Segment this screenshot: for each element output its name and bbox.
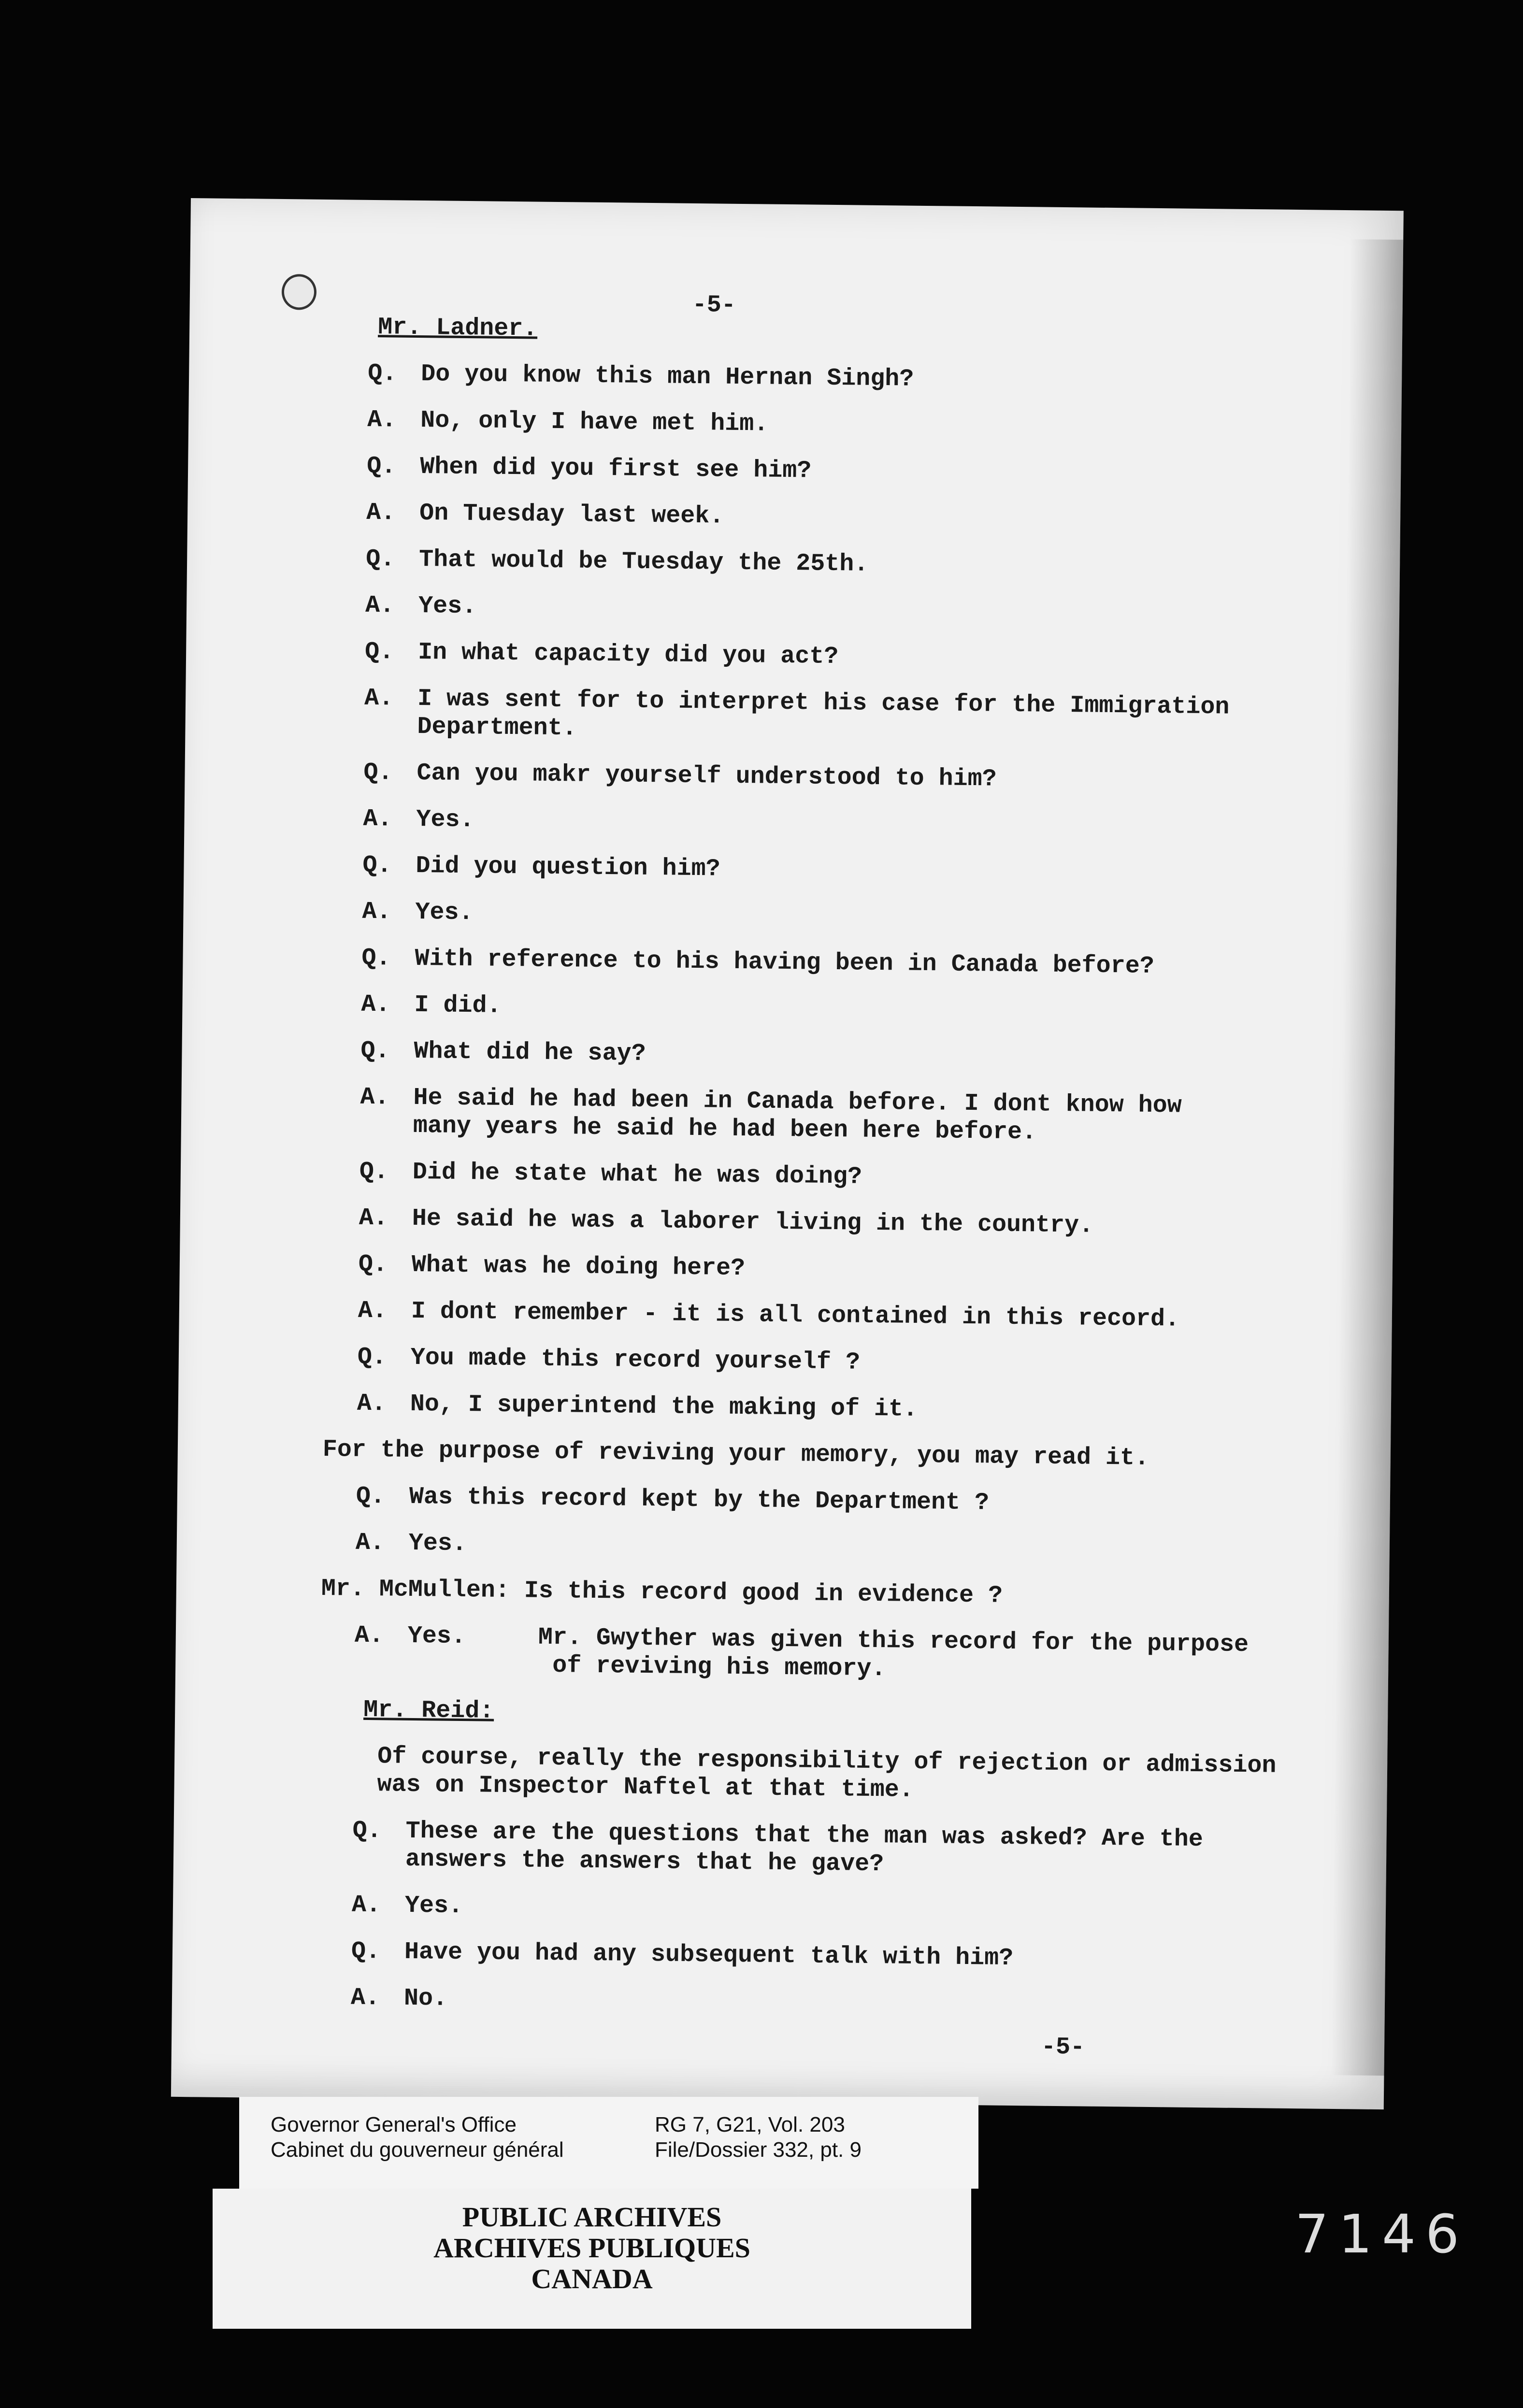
question-marker: Q. (357, 1343, 387, 1372)
question-text: What did he say? (414, 1037, 646, 1068)
stamp-line-1: PUBLIC ARCHIVES (462, 2201, 722, 2233)
answer-marker: A. (355, 1529, 385, 1557)
answer-marker: A. (367, 406, 397, 434)
question-text: Was this record kept by the Department ? (409, 1483, 990, 1517)
speaker-heading: Mr. Ladner. (377, 314, 538, 343)
answer-marker: A. (362, 898, 391, 926)
question-marker: Q. (363, 759, 393, 787)
office-en: Governor General's Office (271, 2113, 517, 2136)
answer-text: Yes. (408, 1529, 467, 1558)
answer-marker: A. (360, 1083, 389, 1112)
question-text: Do you know this man Hernan Singh? (420, 360, 914, 393)
answer-text: I was sent for to interpret his case for the Immigration Department. (417, 685, 1230, 743)
answer-text: Yes. (418, 592, 477, 621)
question-text: When did you first see him? (419, 453, 812, 485)
stamp-line-3: CANADA (531, 2263, 653, 2294)
question-text: These are the questions that the man was asked? Are the answers the answers that he gave? (405, 1817, 1204, 1878)
answer-marker: A. (354, 1621, 384, 1650)
answer-text: I dont remember - it is all contained in this record. (411, 1297, 1180, 1333)
answer-text: Yes. (416, 805, 474, 834)
answer-text: On Tuesday last week. (419, 499, 724, 530)
question-marker: Q. (351, 1937, 381, 1966)
question-marker: Q. (365, 545, 395, 573)
answer-text: No, only I have met him. (420, 407, 769, 438)
speaker-heading: Mr. Reid: (363, 1696, 494, 1725)
answer-text: No. (403, 1984, 448, 2013)
answer-text: Yes. Mr. Gwyther was given this record for the purpose of reviving his memory. (407, 1622, 1249, 1683)
answer-marker: A. (350, 1984, 380, 2012)
file-number: File/Dossier 332, pt. 9 (655, 2138, 862, 2162)
answer-text: He said he was a laborer living in the country. (412, 1204, 1094, 1240)
transcript (191, 198, 1404, 2013)
question-text: You made this record yourself ? (410, 1344, 861, 1376)
answer-marker: A. (359, 1204, 388, 1233)
question-marker: Q. (362, 851, 392, 880)
question-text: In what capacity did you act? (417, 638, 839, 671)
answer-text: No, I superintend the making of it. (410, 1390, 918, 1423)
question-marker: Q. (359, 1158, 389, 1186)
frame-number: 7146 (1295, 2203, 1469, 2265)
question-text: Did he state what he was doing? (412, 1158, 862, 1191)
question-marker: Q. (361, 944, 391, 973)
question-marker: Q. (360, 1037, 390, 1065)
question-text: Did you question him? (416, 852, 720, 883)
archive-label-reference (655, 2112, 862, 2163)
answer-marker: A. (365, 591, 395, 620)
question-marker: Q. (352, 1817, 382, 1845)
answer-marker: A. (366, 499, 396, 527)
question-marker: Q. (366, 452, 396, 481)
question-text: Can you makr yourself understood to him? (417, 759, 997, 793)
answer-text: He said he had been in Canada before. I dont know how many years he said he had been here before. (413, 1084, 1182, 1147)
answer-marker: A. (364, 684, 394, 713)
archive-label (239, 2097, 978, 2189)
question-text: That would be Tuesday the 25th. (418, 545, 869, 578)
question-marker: Q. (358, 1250, 388, 1279)
record-group: RG 7, G21, Vol. 203 (655, 2113, 845, 2136)
question-text: With reference to his having been in Canada before? (415, 945, 1155, 980)
question-marker: Q. (356, 1482, 386, 1511)
page-number-bottom: -5- (1041, 2033, 1085, 2062)
question-text: Have you had any subsequent talk with him? (404, 1938, 1014, 1973)
office-fr: Cabinet du gouverneur général (271, 2138, 564, 2162)
answer-marker: A. (361, 990, 390, 1019)
question-marker: Q. (364, 638, 394, 666)
answer-marker: A. (358, 1297, 388, 1325)
transcript-paragraph: Of course, really the responsibility of rejection or admission was on Inspector Naftel at that time. (377, 1743, 1277, 1804)
transcript-line: Mr. McMullen: Is this record good in evidence ? (321, 1575, 1003, 1610)
answer-text: Yes. (415, 898, 474, 927)
archive-label-office (271, 2112, 564, 2163)
transcript-line: For the purpose of reviving your memory, you may read it. (322, 1436, 1149, 1472)
punch-hole (282, 274, 317, 310)
page-number-top: -5- (692, 291, 736, 319)
answer-text: I did. (414, 991, 502, 1020)
question-text: What was he doing here? (411, 1251, 746, 1283)
document-page (171, 198, 1404, 2109)
question-marker: Q. (367, 359, 397, 388)
answer-marker: A. (351, 1891, 381, 1920)
archives-stamp (213, 2189, 971, 2329)
answer-marker: A. (357, 1390, 387, 1418)
answer-marker: A. (363, 805, 392, 833)
stamp-line-2: ARCHIVES PUBLIQUES (433, 2232, 750, 2264)
page-shadow (1331, 239, 1403, 2076)
answer-text: Yes. (404, 1892, 463, 1921)
